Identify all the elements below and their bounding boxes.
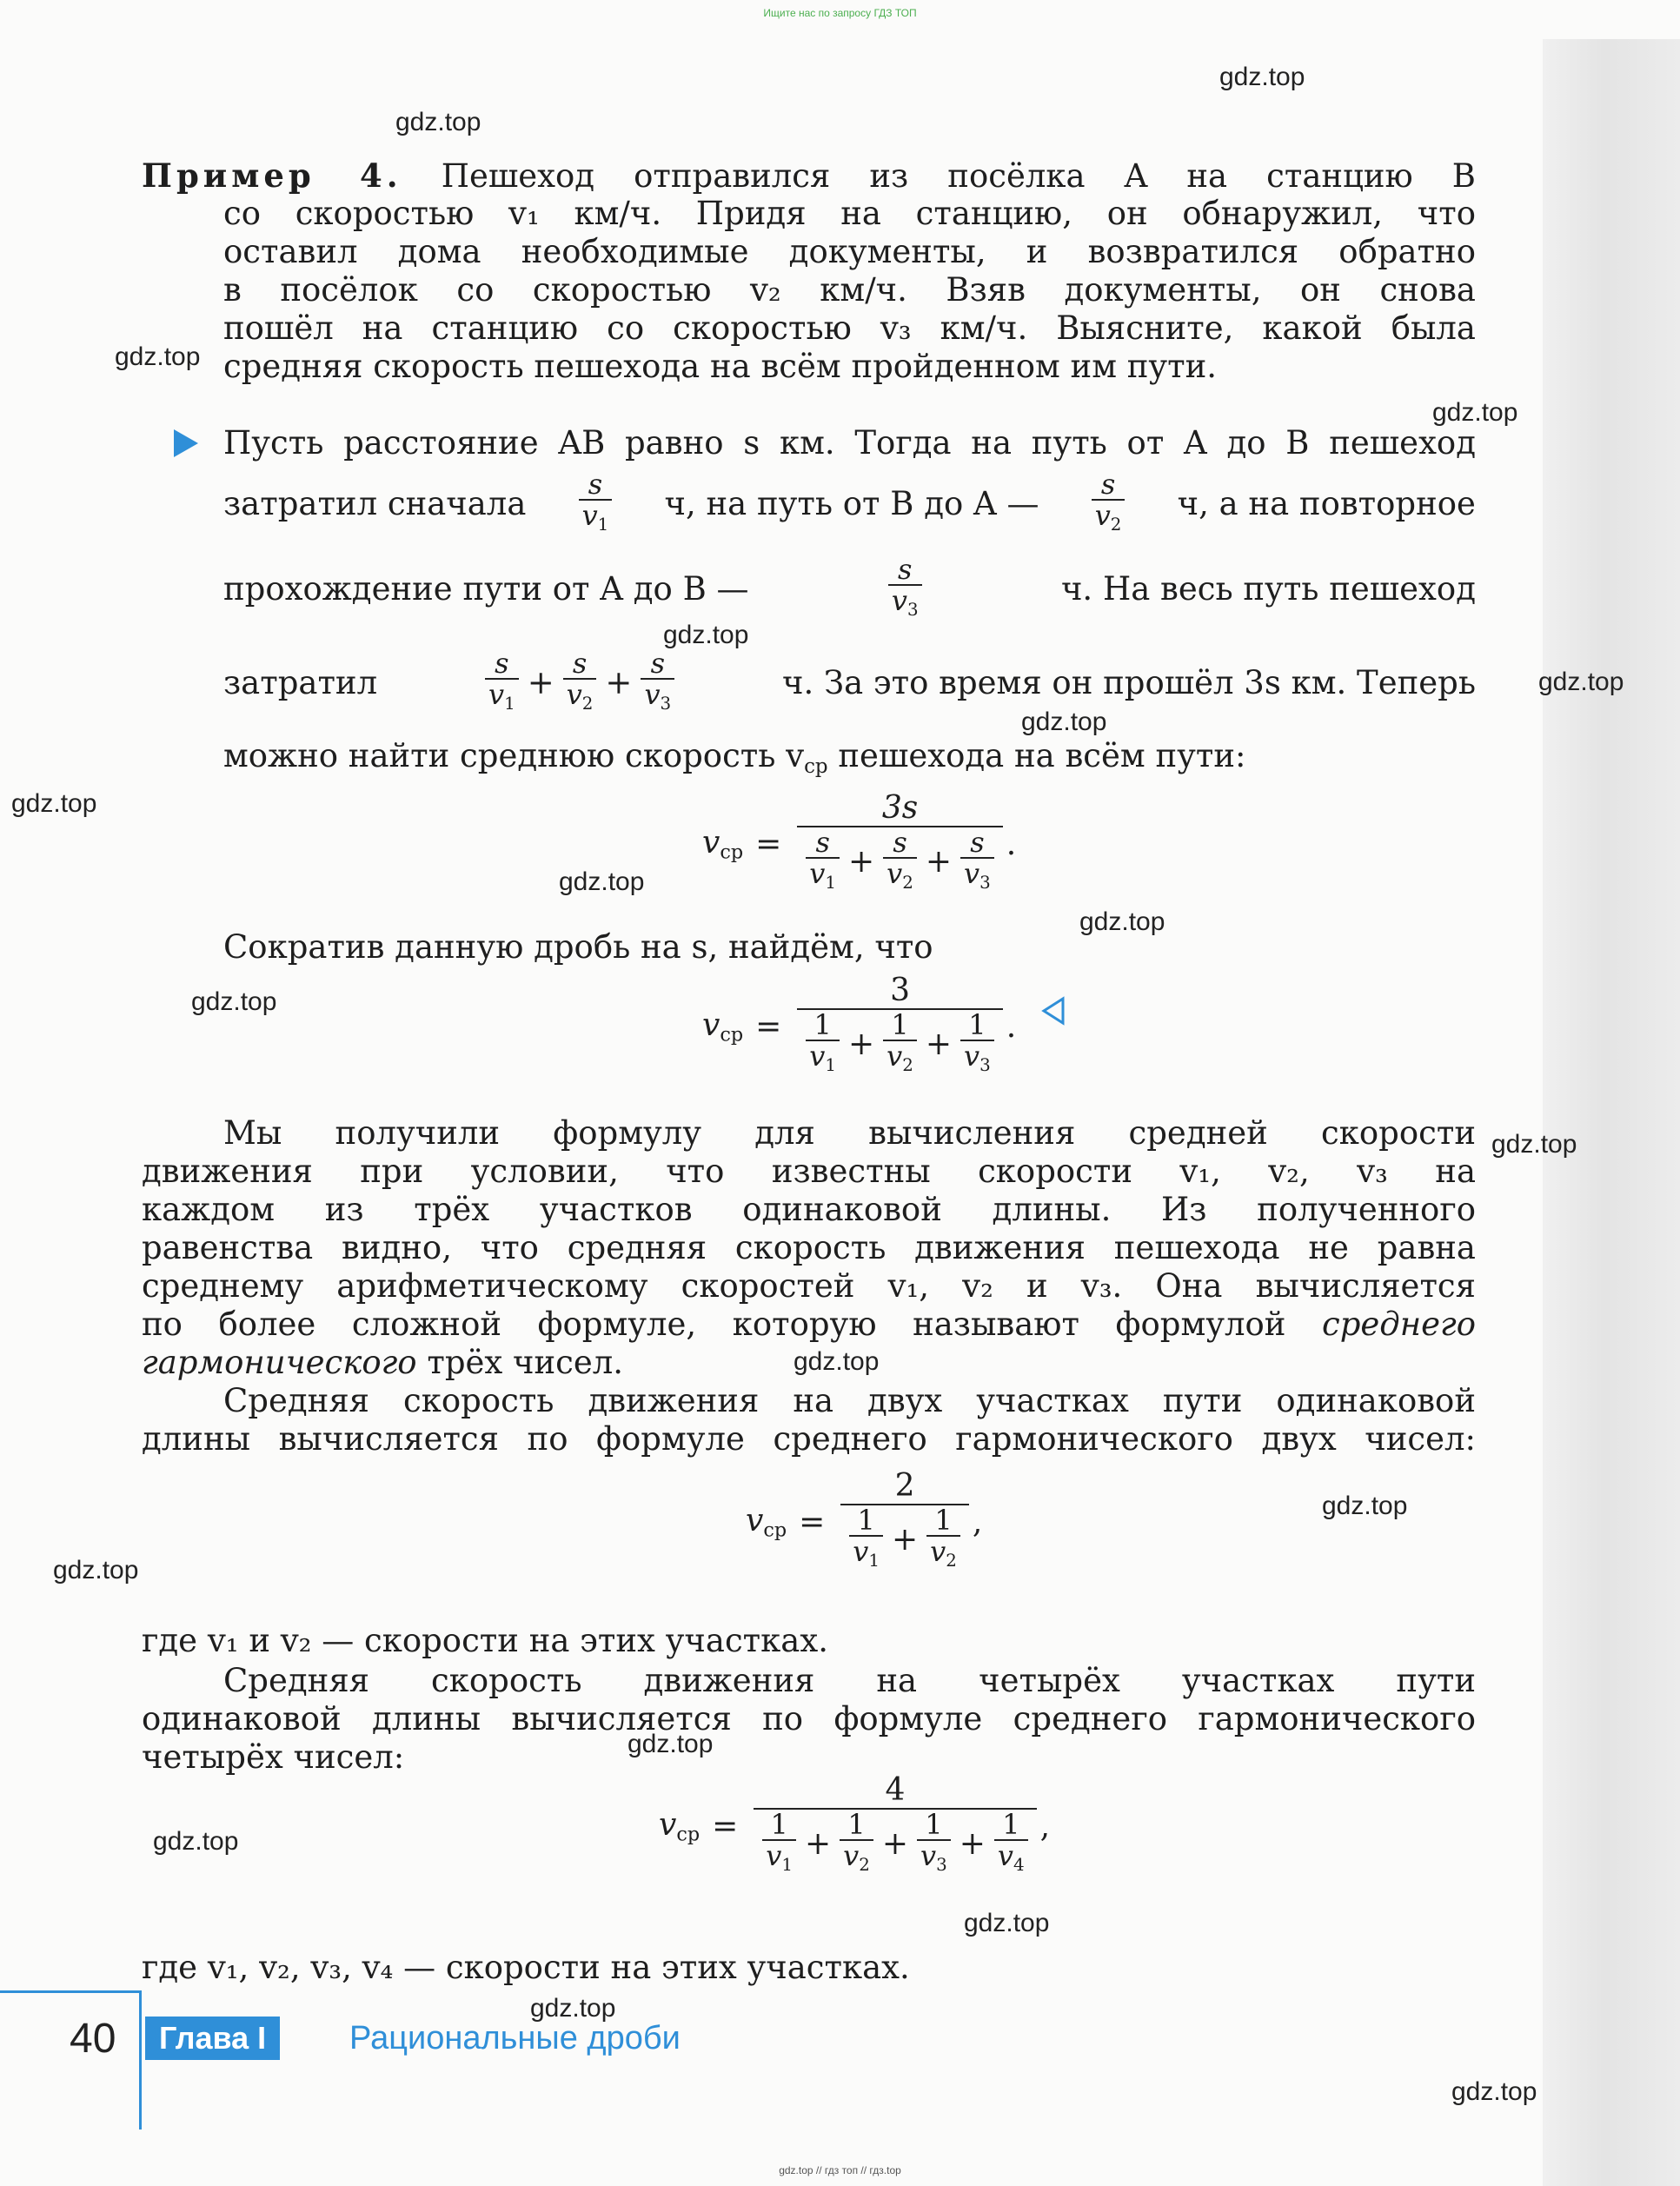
formula-vcp-3s: $v_{ср}$ = 3s $\frac{s}{v_1}$ + $\frac{s}{v_2}$ + $\frac{s}{v_3}$ . [702,791,1016,898]
example-line-2: со скоростью v₁ км/ч. Придя на станцию, он обнаружил, что [223,195,1476,232]
solution-line-2: затратил сначала $\frac{s}{v_1}$ ч, на путь от B до A — $\frac{s}{v_2}$ ч, а на повторное [223,469,1476,540]
watermark: gdz.top [1432,398,1518,427]
para1-line-6: по более сложной формуле, которую называют формулой среднего [142,1306,1476,1343]
watermark: gdz.top [794,1347,880,1376]
example-line-3: оставил дома необходимые документы, и возвратился обратно [223,233,1476,270]
para3-line-1: Средняя скорость движения на четырёх участках пути [223,1662,1476,1699]
watermark: gdz.top [1451,2077,1537,2106]
page-number: 40 [70,2016,116,2062]
para1-line-3: каждом из трёх участков одинаковой длины. Из полученного [142,1191,1476,1228]
watermark: gdz.top [964,1909,1050,1937]
watermark: gdz.top [53,1556,139,1585]
footer-rule [0,1990,142,1993]
para2-line-2: длины вычисляется по формуле среднего гармонического двух чисел: [142,1420,1476,1458]
watermark: gdz.top [628,1730,714,1758]
formula-vcp-4: $v_{ср}$ = 4 $\frac{1}{v_1}$ + $\frac{1}{v_2}$ + $\frac{1}{v_3}$ + $\frac{1}{v_4}$ , [659,1773,1050,1880]
para3-line-3: четырёх чисел: [142,1738,405,1776]
footer-note: gdz.top // гдз топ // гдз.top [779,2164,901,2176]
para1-line-2: движения при условии, что известны скорости v₁, v₂, v₃ на [142,1153,1476,1190]
para3-line-2: одинаковой длины вычисляется по формуле среднего гармонического [142,1700,1476,1738]
formula-vcp-2: $v_{ср}$ = 2 $\frac{1}{v_1}$ + $\frac{1}{v_2}$ , [746,1469,982,1576]
solution-line-5: можно найти среднюю скорость $v_{ср}$ пешехода на всём пути: [223,737,1246,778]
fraction-s-over-v1: $\frac{s}{v_1}$ [579,469,613,540]
chapter-title: Рациональные дроби [349,2020,681,2056]
example-line-1: Пример 4. Пешеход отправился из посёлка A на станцию B [142,156,1476,195]
footer-rule [139,1990,142,2130]
solution-line-4: затратил $\frac{s}{v_1}$ + $\frac{s}{v_2}$ + $\frac{s}{v_3}$ ч. За это время он прошёл 3s км. Теперь [223,648,1476,719]
solution-end-icon [1040,996,1066,1026]
watermark: gdz.top [1219,63,1305,91]
watermark: gdz.top [11,789,97,818]
watermark: gdz.top [1322,1492,1408,1520]
example-label: Пример 4. [142,156,402,195]
para2-line-1: Средняя скорость движения на двух участках пути одинаковой [223,1382,1476,1419]
watermark: gdz.top [115,342,201,371]
watermark: gdz.top [1491,1130,1577,1159]
watermark: gdz.top [530,1994,616,2023]
para1-line-1: Мы получили формулу для вычисления средней скорости [223,1114,1476,1152]
watermark: gdz.top [1538,668,1624,696]
example-line-4: в посёлок со скоростью v₂ км/ч. Взяв документы, он снова [223,271,1476,309]
watermark: gdz.top [559,867,645,896]
formula-vcp-3: $v_{ср}$ = 3 $\frac{1}{v_1}$ + $\frac{1}{v_2}$ + $\frac{1}{v_3}$ . [702,973,1016,1080]
chapter-label: Глава I [145,2017,280,2060]
header-note: Ищите нас по запросу ГДЗ ТОП [763,7,917,19]
watermark: gdz.top [1079,907,1165,936]
fraction-s-over-v2: $\frac{s}{v_2}$ [1092,469,1126,540]
solution-line-3: прохождение пути от A до B — $\frac{s}{v_3}$ ч. На весь путь пешеход [223,555,1476,625]
time-sum: $\frac{s}{v_1}$ + $\frac{s}{v_2}$ + $\frac{s}{v_3}$ [481,648,678,719]
watermark: gdz.top [153,1827,239,1856]
where-two: где v₁ и v₂ — скорости на этих участках. [142,1622,828,1659]
watermark: gdz.top [395,108,481,136]
watermark: gdz.top [1021,708,1107,736]
para1-line-5: среднему арифметическому скоростей v₁, v₂ и v₃. Она вычисляется [142,1267,1476,1305]
reduce-line: Сократив данную дробь на s, найдём, что [223,928,933,966]
para1-line-7: гармонического трёх чисел. [142,1344,624,1381]
fraction-s-over-v3: $\frac{s}{v_3}$ [888,555,922,625]
solution-line-1: Пусть расстояние AB равно s км. Тогда на путь от A до B пешеход [223,424,1476,462]
solution-start-icon [174,429,198,457]
page-edge-shadow [1543,39,1680,2186]
example-line-5: пошёл на станцию со скоростью v₃ км/ч. Выясните, какой была [223,309,1476,347]
watermark: gdz.top [663,621,749,649]
where-four: где v₁, v₂, v₃, v₄ — скорости на этих участках. [142,1949,910,1986]
watermark: gdz.top [191,987,277,1016]
para1-line-4: равенства видно, что средняя скорость движения пешехода не равна [142,1229,1476,1266]
example-line-6: средняя скорость пешехода на всём пройденном им пути. [223,348,1218,385]
